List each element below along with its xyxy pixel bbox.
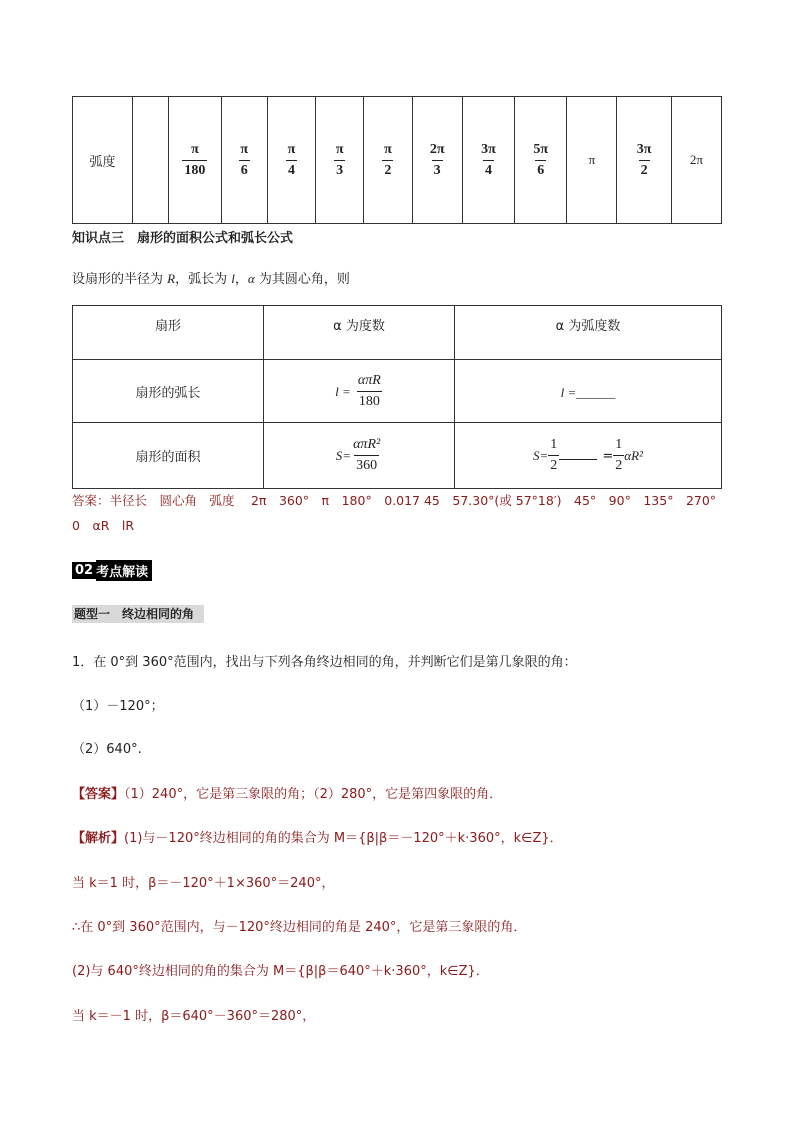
analysis-line-2: 当 k＝1 时，β＝－120°＋1×360°＝240°，	[72, 876, 335, 891]
area-label: 扇形的面积	[73, 423, 264, 489]
answer-line-2: 0 αR lR	[72, 518, 135, 533]
sector-intro: 设扇形的半径为 R，弧长为 l，α 为其圆心角，则	[72, 271, 350, 287]
radian-cell: $\frac{\pi}{2}$	[364, 97, 412, 224]
arc-length-label: 扇形的弧长	[73, 360, 264, 423]
area-degree-formula: S= $\frac{\text{απR²}}{360}$	[264, 423, 455, 489]
radian-cell: $\frac{\pi}{3}$	[316, 97, 364, 224]
question-type-label: 题型一 终边相同的角	[72, 603, 204, 622]
sector-formula-table	[72, 305, 722, 489]
problem-part-2: （2）640°.	[72, 742, 142, 757]
problem-stem: 1．在 0°到 360°范围内，找出与下列各角终边相同的角，并判断它们是第几象限的角：	[72, 655, 577, 670]
answer-blank	[559, 447, 597, 460]
radian-empty-cell	[132, 97, 168, 224]
analysis-line-5: 当 k＝－1 时，β＝640°－360°＝280°，	[72, 1009, 316, 1024]
answer-line-1: 答案：半径长 圆心角 弧度 2π 360° π 180° 0.017 45 57.30°(或 57°18′) 45° 90° 135° 270°	[72, 493, 717, 508]
problem-part-1: （1）－120°；	[72, 699, 164, 714]
degree-header: α 为度数	[264, 306, 455, 360]
analysis-line-4: (2)与 640°终边相同的角的集合为 M＝{β|β＝640°＋k·360°，k∈Z}．	[72, 964, 489, 979]
radian-table	[72, 96, 722, 224]
radian-cell: $\frac{\pi}{4}$	[267, 97, 315, 224]
analysis-line-3: ∴在 0°到 360°范围内，与－120°终边相同的角是 240°，它是第三象限的角．	[72, 920, 527, 935]
radian-row-label: 弧度	[73, 97, 133, 224]
analysis-line-1: 【解析】(1)与－120°终边相同的角的集合为 M＝{β|β＝－120°＋k·360°，k∈Z}．	[72, 831, 563, 846]
section-title: 考点解读	[96, 560, 152, 581]
radian-cell: π	[567, 97, 617, 224]
radian-cell: $\frac{2\pi}{3}$	[412, 97, 462, 224]
area-radian-formula: S= $\frac{1}{2}$ = $\frac{1}{2}$ αR²	[455, 423, 722, 489]
answer-text: 【答案】（1）240°，它是第三象限的角；（2）280°，它是第四象限的角．	[72, 787, 503, 802]
knowledge-point-heading: 知识点三 扇形的面积公式和弧长公式	[72, 231, 294, 246]
radian-header: α 为弧度数	[455, 306, 722, 360]
radian-cell: $\frac{\pi}{6}$	[221, 97, 267, 224]
arc-length-radian-formula: l =______	[455, 360, 722, 423]
arc-length-degree-formula: l = $\frac{\text{απR}}{180}$	[264, 360, 455, 423]
sector-header: 扇形	[73, 306, 264, 360]
radian-cell: $\frac{3\pi}{2}$	[617, 97, 671, 224]
radian-cell: 2π	[671, 97, 721, 224]
radian-cell: $\frac{5\pi}{6}$	[515, 97, 567, 224]
section-heading	[72, 560, 152, 580]
section-number: 02	[72, 562, 96, 579]
radian-cell: $\frac{3\pi}{4}$	[462, 97, 514, 224]
radian-cell: $\frac{\pi}{180}$	[169, 97, 221, 224]
